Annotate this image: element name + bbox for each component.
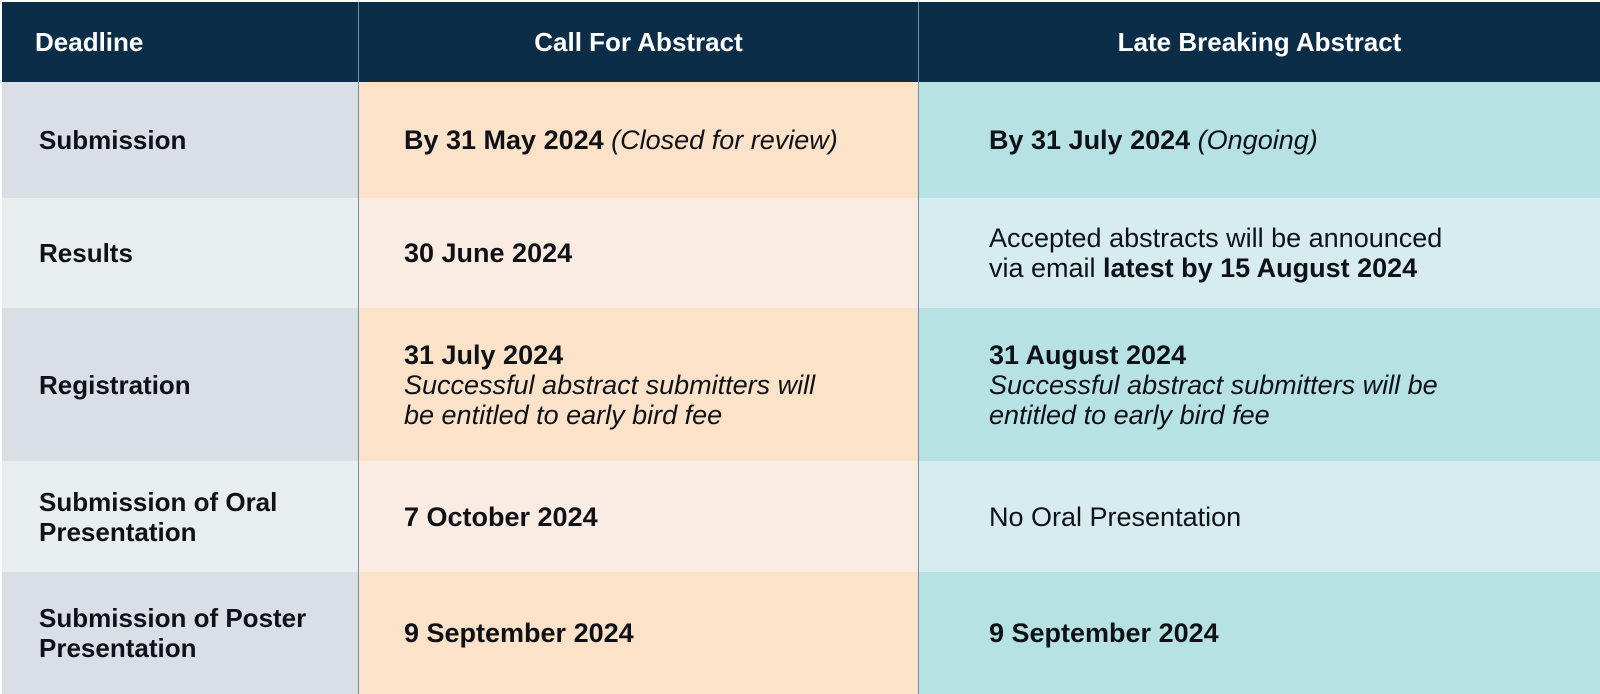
late-results-line2-plain: via email (989, 253, 1104, 283)
call-registration-note-1: Successful abstract submitters will (404, 369, 816, 400)
late-submission-cell (918, 82, 1600, 198)
header-late-breaking-abstract: Late Breaking Abstract (918, 2, 1600, 82)
late-poster-date: 9 September 2024 (989, 618, 1219, 648)
call-poster-cell (358, 572, 918, 694)
row-label (2, 572, 358, 694)
call-registration-note-2: be entitled to early bird fee (404, 399, 723, 430)
call-registration-cell (358, 308, 918, 461)
call-oral-cell (358, 461, 918, 572)
row-label-line2: Presentation (39, 516, 197, 547)
row-label-line1: Submission of Oral (39, 486, 278, 517)
call-results-cell (358, 198, 918, 308)
late-results-line2-bold: latest by 15 August 2024 (1103, 253, 1418, 283)
late-registration-date: 31 August 2024 (989, 339, 1187, 370)
row-label: Results (2, 198, 358, 308)
late-oral-cell (918, 461, 1600, 572)
row-label: Submission (2, 82, 358, 198)
row-label-line2: Presentation (39, 633, 197, 663)
header-call-for-abstract: Call For Abstract (358, 2, 918, 82)
late-submission-date: By 31 July 2024 (989, 125, 1191, 155)
call-submission-date: By 31 May 2024 (404, 125, 604, 155)
late-results-line2 (989, 253, 1442, 283)
row-label: Registration (2, 308, 358, 461)
late-results-line1: Accepted abstracts will be announced (989, 223, 1443, 253)
deadline-table (2, 2, 1600, 694)
late-poster-cell (918, 572, 1600, 694)
call-results-date: 30 June 2024 (404, 238, 573, 268)
late-results-cell (918, 198, 1600, 308)
row-label-line1: Submission of Poster (39, 603, 307, 633)
late-registration-cell (918, 308, 1600, 461)
header-deadline: Deadline (2, 2, 358, 82)
late-oral-text: No Oral Presentation (989, 501, 1242, 532)
late-registration-note-2: entitled to early bird fee (989, 399, 1270, 430)
late-submission-note: (Ongoing) (1197, 125, 1318, 155)
call-poster-date: 9 September 2024 (404, 618, 634, 648)
call-submission-cell (358, 82, 918, 198)
call-registration-date: 31 July 2024 (404, 339, 564, 370)
late-registration-note-1: Successful abstract submitters will be (989, 369, 1438, 400)
call-oral-date: 7 October 2024 (404, 501, 598, 532)
call-submission-note: (Closed for review) (611, 125, 838, 155)
row-label (2, 461, 358, 572)
